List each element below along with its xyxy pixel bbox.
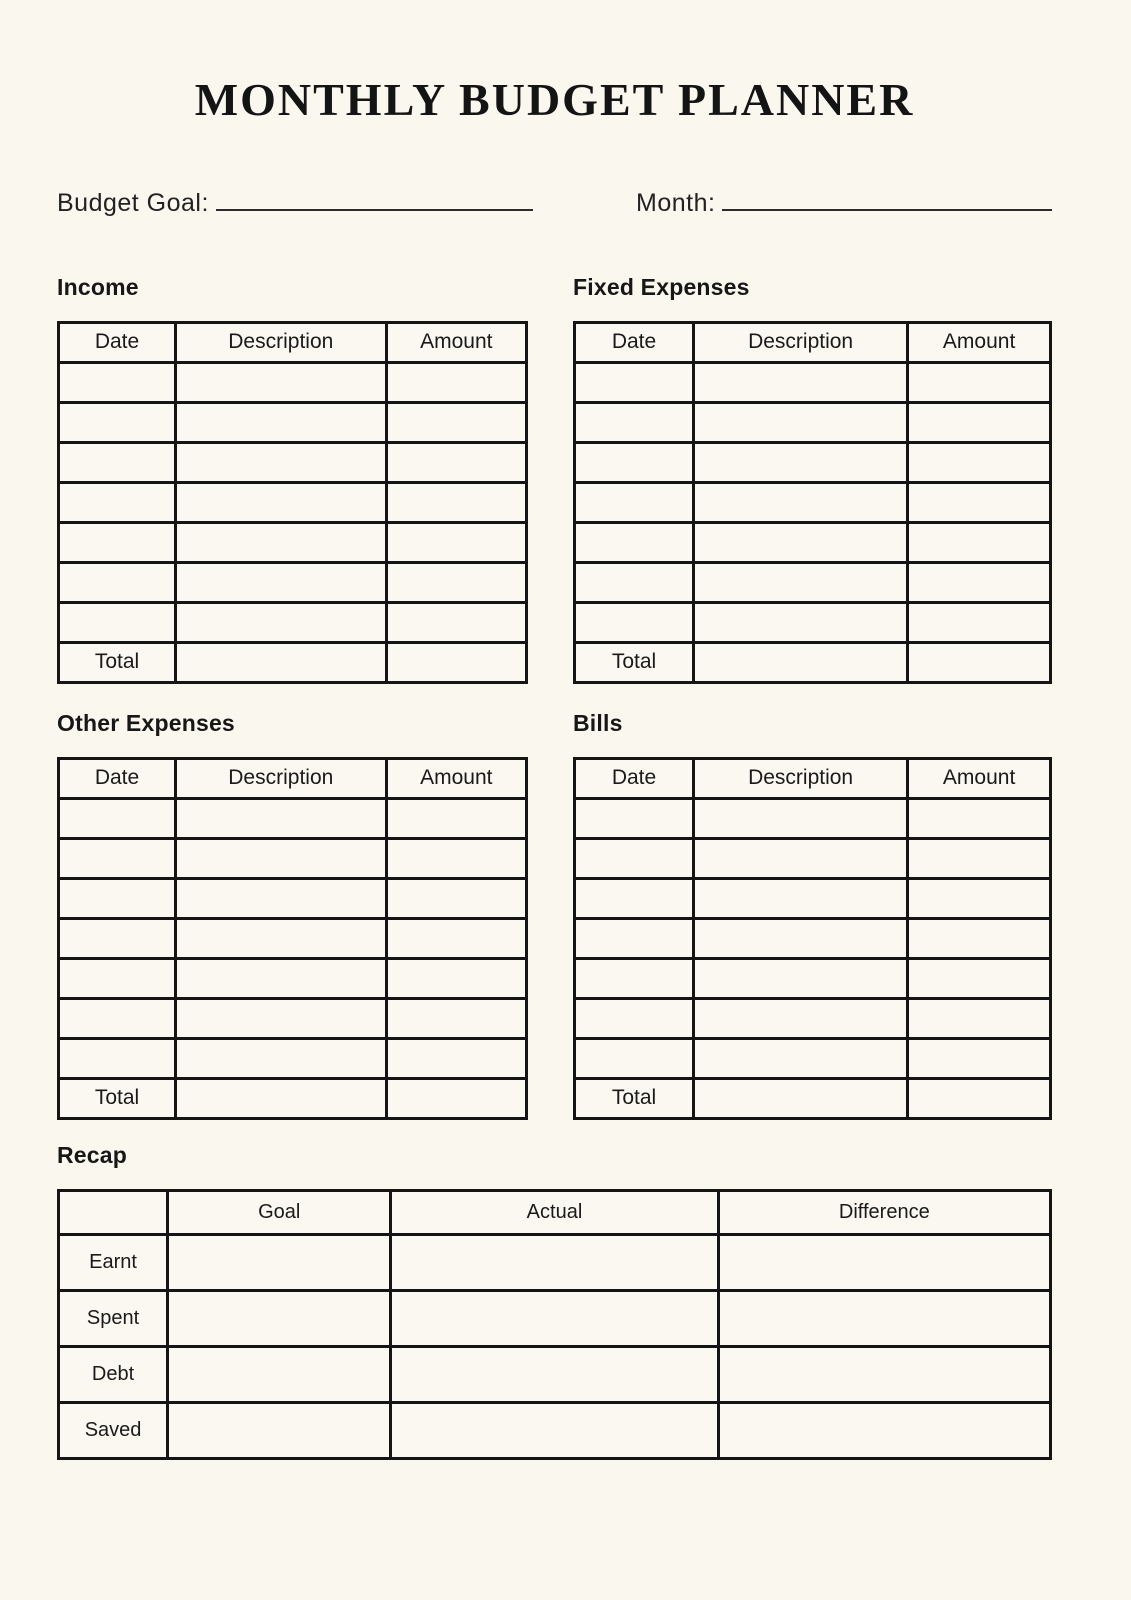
- table-row: [59, 878, 527, 918]
- month-field: [636, 181, 1052, 218]
- empty-cell: [391, 1234, 718, 1290]
- table-row: [575, 402, 1051, 442]
- empty-cell: [59, 838, 176, 878]
- empty-cell: [176, 402, 387, 442]
- empty-cell: [694, 362, 908, 402]
- ledger-header-row: [59, 322, 527, 362]
- empty-cell: [176, 998, 387, 1038]
- empty-cell: [176, 562, 387, 602]
- empty-cell: [386, 958, 526, 998]
- empty-cell: [575, 918, 694, 958]
- empty-cell: [694, 522, 908, 562]
- total-label: Total: [59, 642, 176, 682]
- empty-cell: [391, 1290, 718, 1346]
- fixed-expenses-heading: Fixed Expenses: [573, 273, 750, 300]
- empty-cell: [694, 838, 908, 878]
- table-row: [59, 562, 527, 602]
- income-table: [57, 321, 528, 684]
- empty-cell: [908, 918, 1051, 958]
- total-label: Total: [575, 642, 694, 682]
- empty-cell: [176, 362, 387, 402]
- empty-cell: [575, 878, 694, 918]
- table-row: [575, 918, 1051, 958]
- empty-cell: [59, 362, 176, 402]
- table-row: [59, 602, 527, 642]
- empty-cell: [59, 958, 176, 998]
- budget-goal-blank-line: [216, 181, 533, 211]
- empty-cell: [386, 482, 526, 522]
- column-header: Date: [575, 322, 694, 362]
- table-row: [59, 402, 527, 442]
- table-row: [575, 798, 1051, 838]
- empty-cell: [59, 482, 176, 522]
- empty-cell: [694, 1038, 908, 1078]
- empty-cell: [176, 958, 387, 998]
- empty-cell: [694, 918, 908, 958]
- empty-cell: [386, 442, 526, 482]
- empty-cell: [59, 878, 176, 918]
- column-header: Description: [176, 758, 387, 798]
- column-header: Amount: [386, 758, 526, 798]
- table-row: [59, 522, 527, 562]
- table-row: [575, 602, 1051, 642]
- table-row: [575, 362, 1051, 402]
- empty-cell: [575, 998, 694, 1038]
- empty-cell: [386, 998, 526, 1038]
- recap-header-row: [59, 1190, 1051, 1234]
- empty-cell: [694, 482, 908, 522]
- empty-cell: [694, 958, 908, 998]
- bills-heading: Bills: [573, 709, 623, 736]
- budget-goal-field: [57, 181, 533, 218]
- column-header: Difference: [718, 1190, 1050, 1234]
- column-header: Amount: [908, 758, 1051, 798]
- empty-cell: [59, 1038, 176, 1078]
- other-expenses-heading: Other Expenses: [57, 709, 235, 736]
- table-row: [575, 562, 1051, 602]
- other-expenses-table: [57, 757, 528, 1120]
- table-row: [59, 998, 527, 1038]
- column-header: Date: [575, 758, 694, 798]
- empty-cell: [575, 402, 694, 442]
- empty-cell: [694, 402, 908, 442]
- header-fields-row: [57, 181, 1052, 218]
- empty-cell: [176, 442, 387, 482]
- recap-corner-cell: [59, 1190, 168, 1234]
- table-row: [59, 798, 527, 838]
- income-heading: Income: [57, 273, 139, 300]
- empty-cell: [59, 562, 176, 602]
- empty-cell: [908, 482, 1051, 522]
- empty-cell: [908, 798, 1051, 838]
- empty-cell: [694, 798, 908, 838]
- empty-cell: [176, 482, 387, 522]
- empty-cell: [575, 838, 694, 878]
- ledger-sections-grid: [57, 274, 1052, 1120]
- month-label: Month:: [636, 188, 716, 217]
- section-income: [57, 274, 528, 684]
- total-amount-cell: [386, 1078, 526, 1118]
- empty-cell: [176, 798, 387, 838]
- empty-cell: [908, 362, 1051, 402]
- empty-cell: [386, 838, 526, 878]
- column-header: Description: [694, 758, 908, 798]
- empty-cell: [176, 878, 387, 918]
- empty-cell: [575, 1038, 694, 1078]
- page-title: MONTHLY BUDGET PLANNER: [194, 74, 915, 125]
- budget-goal-label: Budget Goal:: [57, 188, 209, 217]
- table-row: [575, 482, 1051, 522]
- recap-heading: Recap: [57, 1141, 128, 1168]
- empty-cell: [694, 442, 908, 482]
- recap-row-label: Debt: [59, 1346, 168, 1402]
- table-row: [59, 918, 527, 958]
- table-row: [59, 1038, 527, 1078]
- empty-cell: [694, 878, 908, 918]
- empty-cell: [391, 1346, 718, 1402]
- column-header: Description: [694, 322, 908, 362]
- table-row: [59, 958, 527, 998]
- empty-cell: [168, 1346, 391, 1402]
- empty-cell: [59, 998, 176, 1038]
- total-empty-cell: [694, 1078, 908, 1118]
- empty-cell: [575, 562, 694, 602]
- empty-cell: [59, 522, 176, 562]
- fixed-expenses-table: [573, 321, 1052, 684]
- recap-row-label: Saved: [59, 1402, 168, 1458]
- table-row: [575, 442, 1051, 482]
- ledger-header-row: [575, 322, 1051, 362]
- column-header: Actual: [391, 1190, 718, 1234]
- total-empty-cell: [176, 1078, 387, 1118]
- total-row: [575, 642, 1051, 682]
- table-row: [59, 838, 527, 878]
- empty-cell: [59, 918, 176, 958]
- empty-cell: [59, 442, 176, 482]
- empty-cell: [168, 1234, 391, 1290]
- total-empty-cell: [176, 642, 387, 682]
- empty-cell: [386, 562, 526, 602]
- empty-cell: [694, 602, 908, 642]
- empty-cell: [386, 1038, 526, 1078]
- section-fixed-expenses: [573, 274, 1052, 684]
- empty-cell: [908, 442, 1051, 482]
- empty-cell: [575, 442, 694, 482]
- column-header: Description: [176, 322, 387, 362]
- table-row: [575, 878, 1051, 918]
- empty-cell: [168, 1402, 391, 1458]
- empty-cell: [575, 362, 694, 402]
- table-row: [575, 958, 1051, 998]
- column-header: Amount: [908, 322, 1051, 362]
- ledger-header-row: [575, 758, 1051, 798]
- section-recap: [57, 1142, 1052, 1460]
- table-row: [575, 838, 1051, 878]
- empty-cell: [575, 482, 694, 522]
- empty-cell: [718, 1234, 1050, 1290]
- column-header: Goal: [168, 1190, 391, 1234]
- empty-cell: [59, 798, 176, 838]
- recap-row: [59, 1402, 1051, 1458]
- empty-cell: [908, 1038, 1051, 1078]
- recap-row: [59, 1234, 1051, 1290]
- table-row: [59, 362, 527, 402]
- empty-cell: [908, 958, 1051, 998]
- empty-cell: [59, 602, 176, 642]
- empty-cell: [176, 918, 387, 958]
- total-amount-cell: [908, 1078, 1051, 1118]
- total-empty-cell: [694, 642, 908, 682]
- empty-cell: [694, 562, 908, 602]
- total-row: [59, 1078, 527, 1118]
- empty-cell: [176, 1038, 387, 1078]
- empty-cell: [908, 998, 1051, 1038]
- recap-row: [59, 1346, 1051, 1402]
- empty-cell: [718, 1290, 1050, 1346]
- empty-cell: [386, 522, 526, 562]
- column-header: Amount: [386, 322, 526, 362]
- column-header: Date: [59, 758, 176, 798]
- table-row: [59, 482, 527, 522]
- total-label: Total: [59, 1078, 176, 1118]
- section-other-expenses: [57, 710, 528, 1120]
- empty-cell: [386, 878, 526, 918]
- empty-cell: [176, 602, 387, 642]
- table-row: [575, 998, 1051, 1038]
- empty-cell: [575, 522, 694, 562]
- total-row: [575, 1078, 1051, 1118]
- empty-cell: [386, 918, 526, 958]
- total-label: Total: [575, 1078, 694, 1118]
- empty-cell: [386, 362, 526, 402]
- empty-cell: [176, 522, 387, 562]
- empty-cell: [168, 1290, 391, 1346]
- total-row: [59, 642, 527, 682]
- recap-row-label: Earnt: [59, 1234, 168, 1290]
- recap-row-label: Spent: [59, 1290, 168, 1346]
- empty-cell: [391, 1402, 718, 1458]
- empty-cell: [59, 402, 176, 442]
- empty-cell: [908, 602, 1051, 642]
- empty-cell: [386, 602, 526, 642]
- empty-cell: [908, 562, 1051, 602]
- recap-table: [57, 1189, 1052, 1460]
- empty-cell: [908, 402, 1051, 442]
- column-header: Date: [59, 322, 176, 362]
- empty-cell: [908, 878, 1051, 918]
- empty-cell: [386, 798, 526, 838]
- total-amount-cell: [386, 642, 526, 682]
- ledger-header-row: [59, 758, 527, 798]
- empty-cell: [908, 838, 1051, 878]
- empty-cell: [694, 998, 908, 1038]
- empty-cell: [718, 1402, 1050, 1458]
- empty-cell: [718, 1346, 1050, 1402]
- empty-cell: [575, 798, 694, 838]
- empty-cell: [908, 522, 1051, 562]
- table-row: [575, 522, 1051, 562]
- empty-cell: [176, 838, 387, 878]
- empty-cell: [386, 402, 526, 442]
- empty-cell: [575, 602, 694, 642]
- total-amount-cell: [908, 642, 1051, 682]
- table-row: [59, 442, 527, 482]
- bills-table: [573, 757, 1052, 1120]
- month-blank-line: [722, 181, 1052, 211]
- empty-cell: [575, 958, 694, 998]
- recap-row: [59, 1290, 1051, 1346]
- table-row: [575, 1038, 1051, 1078]
- section-bills: [573, 710, 1052, 1120]
